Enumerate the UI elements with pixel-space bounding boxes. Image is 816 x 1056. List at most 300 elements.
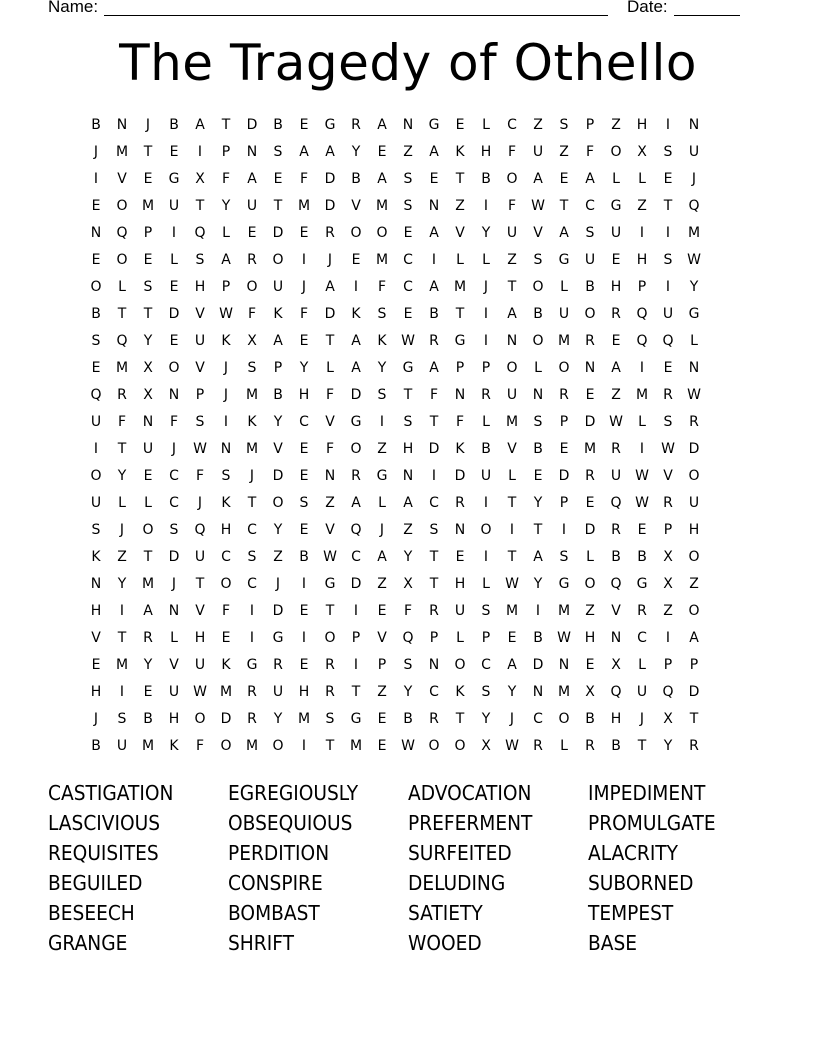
grid-letter: O — [454, 738, 466, 754]
grid-letter: E — [429, 171, 439, 187]
grid-letter: F — [507, 198, 517, 214]
grid-letter: M — [141, 198, 155, 214]
grid-letter: K — [455, 144, 465, 160]
grid-letter: A — [533, 171, 543, 187]
grid-row — [83, 679, 733, 706]
grid-letter: O — [688, 603, 700, 619]
grid-letter: A — [429, 279, 439, 295]
grid-letter: Z — [403, 144, 413, 160]
grid-letter: B — [299, 549, 309, 565]
grid-letter: V — [325, 522, 335, 538]
grid-letter: H — [480, 144, 492, 160]
grid-letter: Z — [611, 387, 621, 403]
grid-letter: S — [585, 225, 595, 241]
grid-letter: V — [117, 171, 127, 187]
grid-letter: M — [141, 576, 155, 592]
grid-letter: Q — [194, 225, 206, 241]
grid-letter: A — [351, 333, 361, 349]
grid-letter: S — [481, 603, 491, 619]
grid-letter: Q — [402, 630, 414, 646]
grid-letter: P — [689, 657, 699, 673]
grid-letter: C — [221, 549, 231, 565]
grid-letter: R — [481, 387, 491, 403]
grid-letter: Q — [636, 306, 648, 322]
grid-letter: K — [221, 657, 231, 673]
grid-letter: E — [585, 387, 595, 403]
grid-letter: I — [665, 279, 671, 295]
grid-letter: V — [195, 360, 205, 376]
grid-letter: F — [585, 144, 595, 160]
grid-letter: B — [143, 711, 153, 727]
grid-letter: E — [91, 198, 101, 214]
grid-row — [83, 517, 733, 544]
grid-letter: B — [533, 630, 543, 646]
grid-letter: Q — [116, 225, 128, 241]
grid-letter: O — [116, 198, 128, 214]
grid-letter: O — [90, 468, 102, 484]
word-bank-item: DELUDING — [408, 871, 506, 895]
grid-letter: X — [637, 144, 647, 160]
grid-letter: B — [351, 171, 361, 187]
grid-letter: H — [636, 252, 648, 268]
grid-letter: E — [299, 441, 309, 457]
grid-letter: E — [533, 468, 543, 484]
grid-letter: L — [638, 171, 646, 187]
grid-letter: Y — [533, 495, 543, 511]
grid-letter: T — [273, 198, 283, 214]
grid-row — [83, 409, 733, 436]
grid-letter: K — [455, 684, 465, 700]
grid-letter: S — [663, 414, 673, 430]
grid-letter: N — [324, 468, 336, 484]
grid-letter: L — [118, 495, 126, 511]
grid-letter: C — [169, 495, 179, 511]
grid-letter: W — [557, 630, 571, 646]
grid-letter: S — [195, 252, 205, 268]
grid-letter: T — [559, 198, 569, 214]
grid-letter: U — [194, 549, 206, 565]
grid-letter: A — [351, 360, 361, 376]
grid-letter: R — [247, 252, 257, 268]
grid-letter: B — [91, 306, 101, 322]
grid-letter: S — [169, 522, 179, 538]
grid-letter: E — [585, 495, 595, 511]
grid-letter: G — [324, 117, 336, 133]
grid-letter: E — [403, 225, 413, 241]
grid-letter: S — [247, 549, 257, 565]
grid-letter: V — [273, 441, 283, 457]
grid-letter: E — [377, 144, 387, 160]
grid-letter: M — [635, 387, 649, 403]
grid-letter: H — [194, 279, 206, 295]
grid-letter: F — [403, 603, 413, 619]
grid-letter: D — [350, 576, 362, 592]
grid-letter: H — [454, 576, 466, 592]
grid-row — [83, 490, 733, 517]
grid-letter: P — [195, 387, 205, 403]
grid-letter: Y — [143, 333, 153, 349]
grid-row — [83, 571, 733, 598]
grid-letter: N — [454, 522, 466, 538]
grid-letter: O — [480, 522, 492, 538]
grid-letter: L — [456, 252, 464, 268]
grid-letter: U — [584, 252, 596, 268]
grid-letter: X — [481, 738, 491, 754]
grid-letter: I — [353, 657, 359, 673]
grid-letter: Y — [351, 144, 361, 160]
grid-letter: M — [219, 684, 233, 700]
grid-letter: N — [428, 657, 440, 673]
grid-letter: D — [350, 387, 362, 403]
grid-letter: N — [220, 441, 232, 457]
grid-letter: Q — [610, 576, 622, 592]
grid-letter: K — [221, 495, 231, 511]
grid-letter: R — [429, 603, 439, 619]
grid-letter: G — [558, 252, 570, 268]
grid-letter: M — [297, 198, 311, 214]
grid-letter: C — [247, 522, 257, 538]
grid-letter: C — [299, 414, 309, 430]
grid-letter: N — [558, 657, 570, 673]
grid-row — [83, 220, 733, 247]
grid-letter: I — [119, 603, 125, 619]
grid-letter: N — [688, 117, 700, 133]
grid-letter: S — [559, 549, 569, 565]
grid-letter: I — [639, 441, 645, 457]
grid-letter: H — [220, 522, 232, 538]
grid-letter: A — [143, 603, 153, 619]
grid-letter: B — [169, 117, 179, 133]
grid-letter: H — [610, 279, 622, 295]
grid-letter: S — [117, 711, 127, 727]
grid-letter: I — [249, 603, 255, 619]
word-bank-item: TEMPEST — [588, 901, 674, 925]
grid-letter: D — [532, 657, 544, 673]
grid-letter: N — [532, 684, 544, 700]
grid-letter: A — [533, 549, 543, 565]
grid-letter: B — [429, 306, 439, 322]
grid-letter: O — [584, 306, 596, 322]
grid-letter: E — [299, 468, 309, 484]
grid-letter: M — [557, 603, 571, 619]
grid-letter: Z — [559, 144, 569, 160]
grid-letter: T — [507, 549, 517, 565]
grid-letter: M — [245, 387, 259, 403]
grid-letter: W — [505, 576, 519, 592]
grid-letter: E — [247, 225, 257, 241]
grid-letter: S — [663, 144, 673, 160]
grid-letter: S — [403, 171, 413, 187]
grid-letter: I — [665, 117, 671, 133]
grid-letter: A — [689, 630, 699, 646]
grid-letter: J — [93, 144, 99, 160]
grid-letter: S — [273, 144, 283, 160]
grid-letter: Y — [143, 657, 153, 673]
grid-letter: E — [637, 522, 647, 538]
grid-letter: E — [143, 252, 153, 268]
grid-letter: R — [585, 333, 595, 349]
grid-letter: V — [351, 198, 361, 214]
grid-letter: T — [195, 198, 205, 214]
grid-letter: R — [663, 495, 673, 511]
grid-letter: L — [612, 171, 620, 187]
grid-letter: C — [481, 657, 491, 673]
grid-letter: N — [454, 387, 466, 403]
grid-letter: J — [483, 279, 489, 295]
grid-letter: J — [223, 360, 229, 376]
grid-letter: O — [506, 360, 518, 376]
grid-letter: M — [245, 738, 259, 754]
grid-letter: I — [197, 144, 203, 160]
grid-letter: X — [247, 333, 257, 349]
name-label: Name: — [48, 0, 99, 16]
grid-letter: R — [611, 441, 621, 457]
grid-letter: F — [221, 171, 231, 187]
grid-letter: Q — [116, 333, 128, 349]
grid-letter: Q — [350, 522, 362, 538]
grid-letter: O — [376, 225, 388, 241]
grid-letter: S — [143, 279, 153, 295]
grid-letter: I — [353, 603, 359, 619]
grid-letter: Y — [663, 738, 673, 754]
grid-letter: E — [585, 657, 595, 673]
grid-letter: E — [455, 117, 465, 133]
grid-letter: A — [429, 144, 439, 160]
grid-letter: J — [301, 279, 307, 295]
grid-letter: D — [272, 468, 284, 484]
grid-letter: A — [195, 117, 205, 133]
grid-letter: A — [507, 657, 517, 673]
grid-letter: Y — [273, 711, 283, 727]
grid-letter: R — [585, 738, 595, 754]
grid-letter: K — [247, 414, 257, 430]
grid-letter: U — [662, 306, 674, 322]
grid-letter: C — [403, 279, 413, 295]
grid-letter: V — [325, 414, 335, 430]
grid-letter: B — [611, 549, 621, 565]
grid-letter: E — [143, 171, 153, 187]
grid-letter: K — [351, 306, 361, 322]
grid-letter: A — [403, 495, 413, 511]
grid-letter: M — [245, 441, 259, 457]
grid-letter: H — [688, 522, 700, 538]
grid-letter: A — [429, 225, 439, 241]
grid-letter: T — [429, 576, 439, 592]
grid-letter: S — [403, 414, 413, 430]
grid-letter: N — [506, 333, 518, 349]
grid-letter: B — [585, 279, 595, 295]
grid-letter: T — [325, 333, 335, 349]
grid-letter: Z — [273, 549, 283, 565]
grid-letter: E — [299, 657, 309, 673]
grid-letter: Z — [325, 495, 335, 511]
grid-letter: E — [559, 441, 569, 457]
grid-letter: L — [482, 117, 490, 133]
grid-letter: B — [611, 738, 621, 754]
grid-letter: I — [483, 198, 489, 214]
grid-letter: S — [325, 711, 335, 727]
grid-letter: C — [351, 549, 361, 565]
grid-letter: E — [663, 360, 673, 376]
grid-letter: S — [91, 522, 101, 538]
grid-letter: W — [401, 738, 415, 754]
grid-letter: I — [483, 333, 489, 349]
grid-letter: C — [403, 252, 413, 268]
grid-letter: D — [272, 603, 284, 619]
grid-letter: E — [611, 333, 621, 349]
grid-letter: S — [299, 495, 309, 511]
grid-letter: N — [584, 360, 596, 376]
grid-letter: T — [325, 603, 335, 619]
grid-letter: E — [273, 171, 283, 187]
grid-row — [83, 139, 733, 166]
grid-letter: O — [90, 279, 102, 295]
grid-letter: D — [168, 306, 180, 322]
grid-letter: X — [143, 360, 153, 376]
grid-letter: J — [223, 387, 229, 403]
word-bank-item: OBSEQUIOUS — [228, 811, 353, 835]
grid-letter: L — [118, 279, 126, 295]
grid-letter: K — [455, 441, 465, 457]
grid-letter: W — [323, 549, 337, 565]
grid-letter: Z — [377, 684, 387, 700]
grid-letter: Y — [533, 576, 543, 592]
grid-letter: R — [637, 603, 647, 619]
word-bank-item: REQUISITES — [48, 841, 159, 865]
grid-letter: X — [403, 576, 413, 592]
grid-letter: W — [661, 441, 675, 457]
grid-letter: V — [195, 603, 205, 619]
grid-letter: H — [402, 441, 414, 457]
grid-letter: J — [145, 117, 151, 133]
word-bank-item: IMPEDIMENT — [588, 781, 706, 805]
grid-letter: L — [560, 738, 568, 754]
grid-letter: U — [272, 684, 284, 700]
grid-letter: I — [431, 252, 437, 268]
grid-letter: X — [663, 576, 673, 592]
grid-letter: M — [141, 738, 155, 754]
grid-letter: R — [533, 738, 543, 754]
grid-letter: W — [687, 252, 701, 268]
grid-letter: A — [507, 306, 517, 322]
grid-letter: F — [455, 414, 465, 430]
grid-letter: Y — [403, 549, 413, 565]
grid-row — [83, 733, 733, 760]
grid-letter: S — [377, 387, 387, 403]
grid-letter: N — [610, 630, 622, 646]
grid-letter: W — [219, 306, 233, 322]
grid-letter: B — [273, 117, 283, 133]
grid-letter: F — [377, 279, 387, 295]
grid-letter: R — [455, 495, 465, 511]
grid-letter: P — [273, 360, 283, 376]
grid-letter: I — [379, 414, 385, 430]
grid-letter: A — [585, 171, 595, 187]
grid-letter: J — [249, 468, 255, 484]
grid-letter: G — [246, 657, 258, 673]
grid-row — [83, 328, 733, 355]
grid-letter: O — [142, 522, 154, 538]
grid-letter: Z — [403, 522, 413, 538]
grid-letter: S — [533, 252, 543, 268]
grid-letter: T — [455, 306, 465, 322]
grid-letter: Y — [273, 522, 283, 538]
grid-letter: I — [665, 225, 671, 241]
grid-letter: P — [559, 414, 569, 430]
grid-letter: V — [611, 603, 621, 619]
grid-letter: A — [221, 252, 231, 268]
grid-letter: Z — [507, 252, 517, 268]
grid-letter: C — [247, 576, 257, 592]
grid-letter: H — [194, 630, 206, 646]
grid-letter: X — [195, 171, 205, 187]
grid-letter: Z — [663, 603, 673, 619]
grid-letter: I — [249, 630, 255, 646]
grid-letter: H — [584, 630, 596, 646]
grid-letter: P — [663, 657, 673, 673]
grid-letter: D — [584, 414, 596, 430]
grid-letter: J — [93, 711, 99, 727]
grid-row — [83, 436, 733, 463]
grid-letter: D — [220, 711, 232, 727]
grid-letter: Z — [377, 576, 387, 592]
grid-letter: Z — [377, 441, 387, 457]
grid-letter: E — [559, 171, 569, 187]
grid-letter: J — [197, 495, 203, 511]
grid-letter: S — [559, 117, 569, 133]
word-bank-item: ALACRITY — [588, 841, 679, 865]
grid-letter: D — [454, 468, 466, 484]
grid-letter: B — [481, 171, 491, 187]
grid-letter: F — [325, 441, 335, 457]
grid-letter: B — [533, 306, 543, 322]
grid-letter: D — [246, 117, 258, 133]
grid-letter: P — [429, 630, 439, 646]
grid-letter: T — [143, 144, 153, 160]
grid-letter: T — [325, 738, 335, 754]
grid-letter: I — [483, 495, 489, 511]
grid-letter: X — [611, 657, 621, 673]
grid-letter: Q — [90, 387, 102, 403]
grid-row — [83, 544, 733, 571]
grid-letter: Y — [689, 279, 699, 295]
grid-letter: C — [533, 711, 543, 727]
grid-letter: O — [350, 225, 362, 241]
grid-letter: J — [327, 252, 333, 268]
grid-letter: E — [221, 630, 231, 646]
grid-letter: T — [143, 549, 153, 565]
grid-letter: V — [195, 306, 205, 322]
grid-letter: U — [194, 657, 206, 673]
grid-letter: S — [663, 252, 673, 268]
grid-letter: Q — [610, 495, 622, 511]
word-bank-item: PERDITION — [228, 841, 330, 865]
grid-letter: E — [455, 549, 465, 565]
grid-letter: E — [377, 711, 387, 727]
grid-letter: G — [688, 306, 700, 322]
grid-row — [83, 598, 733, 625]
grid-letter: I — [665, 630, 671, 646]
grid-letter: N — [168, 387, 180, 403]
grid-letter: M — [115, 144, 129, 160]
grid-letter: C — [585, 198, 595, 214]
grid-letter: A — [611, 360, 621, 376]
grid-letter: D — [688, 441, 700, 457]
grid-letter: T — [663, 198, 673, 214]
grid-letter: U — [142, 441, 154, 457]
word-bank-item: WOOED — [408, 931, 482, 955]
grid-letter: L — [690, 333, 698, 349]
